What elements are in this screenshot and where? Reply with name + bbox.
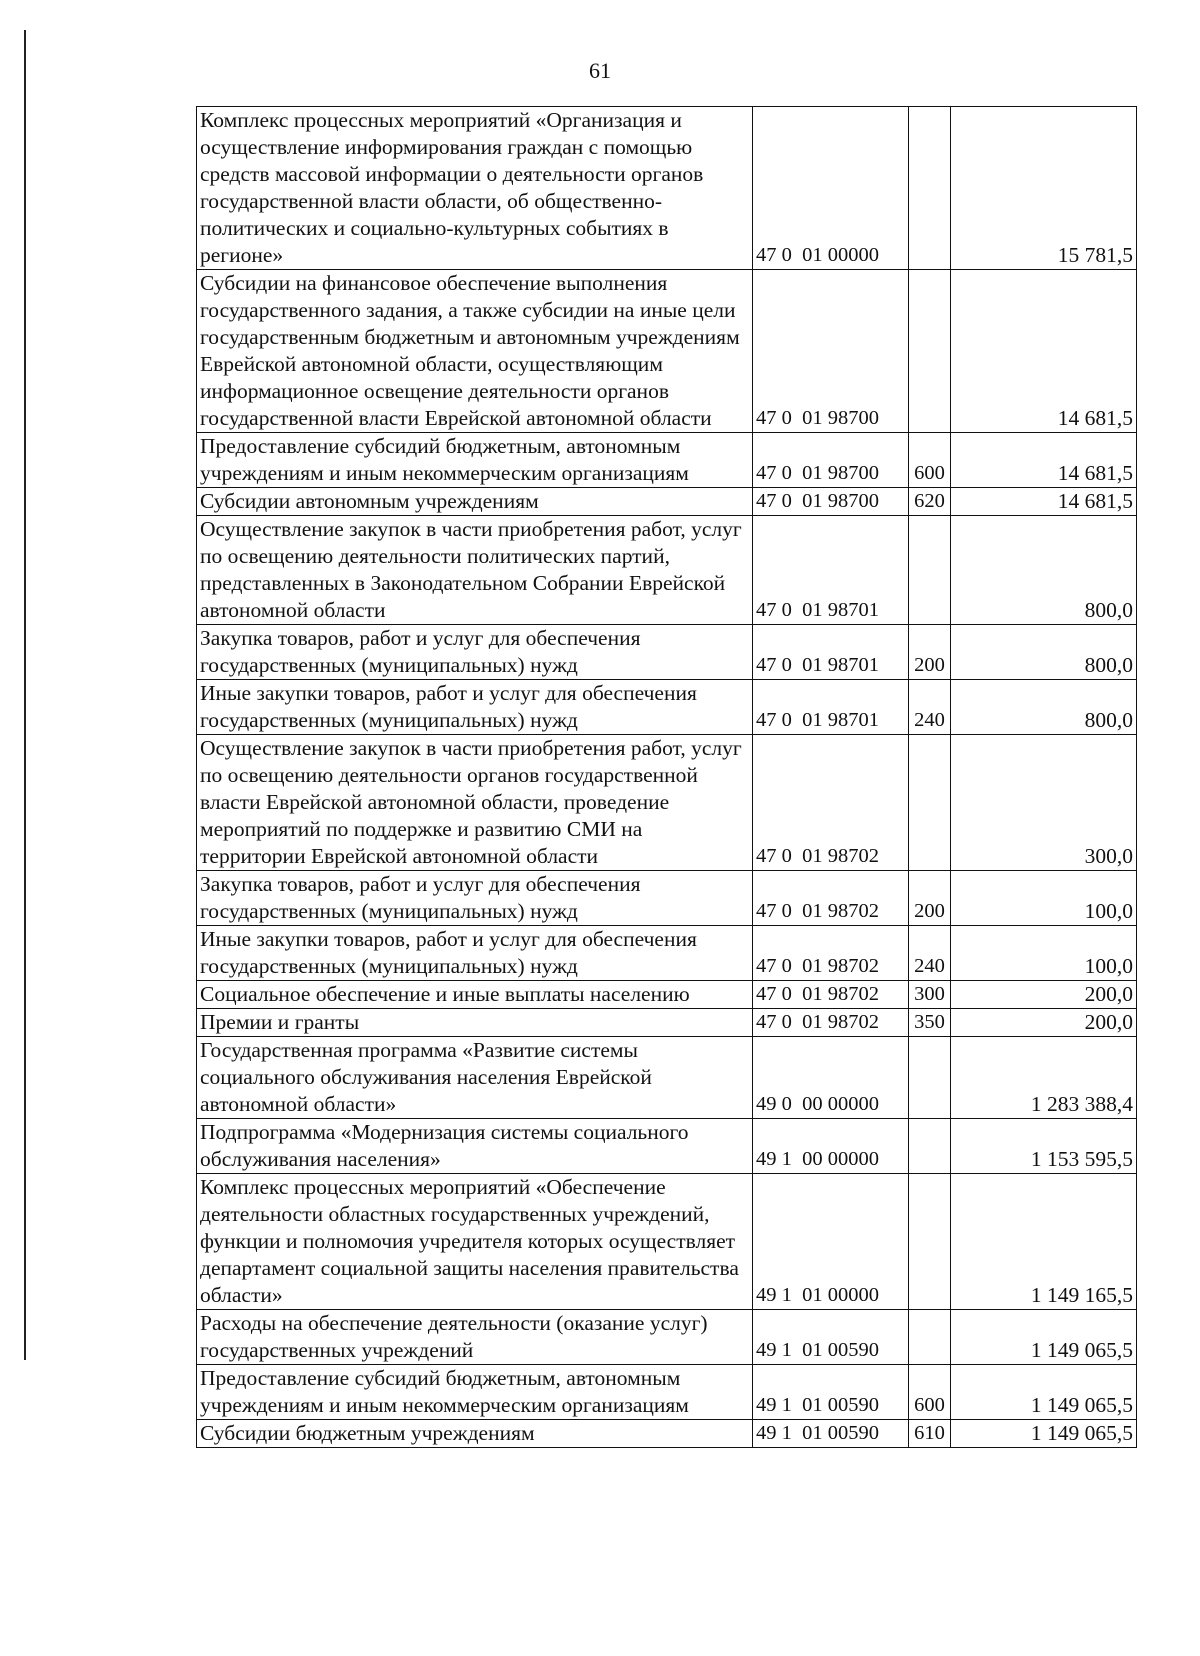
budget-table: [196, 106, 1137, 1448]
row-kind: [909, 1174, 951, 1310]
row-kind: 300: [909, 981, 951, 1009]
row-name: Предоставление субсидий бюджетным, автономным учреждениям и иным некоммерческим организациям: [197, 1365, 753, 1420]
row-sum: 800,0: [951, 516, 1137, 625]
row-kind: [909, 735, 951, 871]
table-row: [197, 1365, 1137, 1420]
table-row: [197, 1009, 1137, 1037]
row-sum: 1 153 595,5: [951, 1119, 1137, 1174]
table-row: [197, 1119, 1137, 1174]
row-kind: [909, 107, 951, 270]
row-code: 47 0 01 98702: [753, 735, 909, 871]
row-code: 47 0 01 98700: [753, 488, 909, 516]
row-name: Субсидии автономным учреждениям: [197, 488, 753, 516]
table-row: [197, 871, 1137, 926]
table-row: [197, 1174, 1137, 1310]
row-kind: 600: [909, 433, 951, 488]
row-name: Иные закупки товаров, работ и услуг для обеспечения государственных (муниципальных) нужд: [197, 926, 753, 981]
table-row: [197, 488, 1137, 516]
row-kind: [909, 1119, 951, 1174]
row-name: Комплекс процессных мероприятий «Организация и осуществление информирования граждан с помощью средств массовой информации о деятельности органов государственной власти области, об общественно-политических и социально-культурных событиях в регионе»: [197, 107, 753, 270]
row-code: 47 0 01 98701: [753, 625, 909, 680]
table-row: [197, 680, 1137, 735]
row-name: Предоставление субсидий бюджетным, автономным учреждениям и иным некоммерческим организациям: [197, 433, 753, 488]
row-name: Расходы на обеспечение деятельности (оказание услуг) государственных учреждений: [197, 1310, 753, 1365]
table-row: [197, 926, 1137, 981]
budget-table-body: [197, 107, 1137, 1448]
row-kind: [909, 270, 951, 433]
row-code: 49 1 01 00000: [753, 1174, 909, 1310]
row-sum: 1 149 065,5: [951, 1310, 1137, 1365]
row-kind: 350: [909, 1009, 951, 1037]
row-name: Премии и гранты: [197, 1009, 753, 1037]
row-code: 47 0 01 98702: [753, 926, 909, 981]
row-code: 47 0 01 98701: [753, 680, 909, 735]
row-sum: 14 681,5: [951, 433, 1137, 488]
table-row: [197, 1420, 1137, 1448]
row-name: Государственная программа «Развитие системы социального обслуживания населения Еврейской автономной области»: [197, 1037, 753, 1119]
table-row: [197, 1310, 1137, 1365]
table-row: [197, 625, 1137, 680]
row-kind: 620: [909, 488, 951, 516]
table-row: [197, 107, 1137, 270]
row-name: Субсидии на финансовое обеспечение выполнения государственного задания, а также субсидии на иные цели государственным бюджетным и автономным учреждениям Еврейской автономной области, осуществляющим информационное освещение деятельности органов государственной власти Еврейской автономной области: [197, 270, 753, 433]
row-name: Осуществление закупок в части приобретения работ, услуг по освещению деятельности политических партий, представленных в Законодательном Собрании Еврейской автономной области: [197, 516, 753, 625]
row-name: Иные закупки товаров, работ и услуг для обеспечения государственных (муниципальных) нужд: [197, 680, 753, 735]
row-kind: 240: [909, 680, 951, 735]
row-sum: 800,0: [951, 625, 1137, 680]
table-row: [197, 270, 1137, 433]
row-code: 49 1 01 00590: [753, 1310, 909, 1365]
table-row: [197, 516, 1137, 625]
row-sum: 14 681,5: [951, 270, 1137, 433]
row-code: 49 1 00 00000: [753, 1119, 909, 1174]
row-sum: 1 283 388,4: [951, 1037, 1137, 1119]
row-name: Социальное обеспечение и иные выплаты населению: [197, 981, 753, 1009]
row-name: Осуществление закупок в части приобретения работ, услуг по освещению деятельности органов государственной власти Еврейской автономной области, проведение мероприятий по поддержке и развитию СМИ на территории Еврейской автономной области: [197, 735, 753, 871]
row-kind: 610: [909, 1420, 951, 1448]
row-kind: 200: [909, 625, 951, 680]
row-kind: [909, 1310, 951, 1365]
row-sum: 1 149 165,5: [951, 1174, 1137, 1310]
row-sum: 100,0: [951, 871, 1137, 926]
row-code: 49 1 01 00590: [753, 1365, 909, 1420]
row-code: 47 0 01 98702: [753, 1009, 909, 1037]
row-name: Закупка товаров, работ и услуг для обеспечения государственных (муниципальных) нужд: [197, 871, 753, 926]
row-code: 47 0 01 98701: [753, 516, 909, 625]
row-sum: 1 149 065,5: [951, 1365, 1137, 1420]
row-code: 49 1 01 00590: [753, 1420, 909, 1448]
row-sum: 800,0: [951, 680, 1137, 735]
table-row: [197, 981, 1137, 1009]
row-sum: 14 681,5: [951, 488, 1137, 516]
row-code: 47 0 01 98700: [753, 433, 909, 488]
page-number: 61: [589, 58, 611, 83]
row-sum: 1 149 065,5: [951, 1420, 1137, 1448]
row-name: Подпрограмма «Модернизация системы социального обслуживания населения»: [197, 1119, 753, 1174]
table-row: [197, 433, 1137, 488]
row-kind: 240: [909, 926, 951, 981]
row-name: Субсидии бюджетным учреждениям: [197, 1420, 753, 1448]
row-sum: 15 781,5: [951, 107, 1137, 270]
row-code: 49 0 00 00000: [753, 1037, 909, 1119]
row-kind: [909, 516, 951, 625]
row-name: Комплекс процессных мероприятий «Обеспечение деятельности областных государственных учреждений, функции и полномочия учредителя которых осуществляет департамент социальной защиты населения правительства области»: [197, 1174, 753, 1310]
row-kind: 600: [909, 1365, 951, 1420]
row-kind: [909, 1037, 951, 1119]
row-kind: 200: [909, 871, 951, 926]
row-sum: 300,0: [951, 735, 1137, 871]
row-code: 47 0 01 98702: [753, 871, 909, 926]
row-sum: 200,0: [951, 1009, 1137, 1037]
row-sum: 100,0: [951, 926, 1137, 981]
row-code: 47 0 01 98702: [753, 981, 909, 1009]
row-sum: 200,0: [951, 981, 1137, 1009]
table-row: [197, 1037, 1137, 1119]
row-code: 47 0 01 00000: [753, 107, 909, 270]
table-row: [197, 735, 1137, 871]
row-name: Закупка товаров, работ и услуг для обеспечения государственных (муниципальных) нужд: [197, 625, 753, 680]
scan-edge-line: [24, 30, 26, 1360]
row-code: 47 0 01 98700: [753, 270, 909, 433]
